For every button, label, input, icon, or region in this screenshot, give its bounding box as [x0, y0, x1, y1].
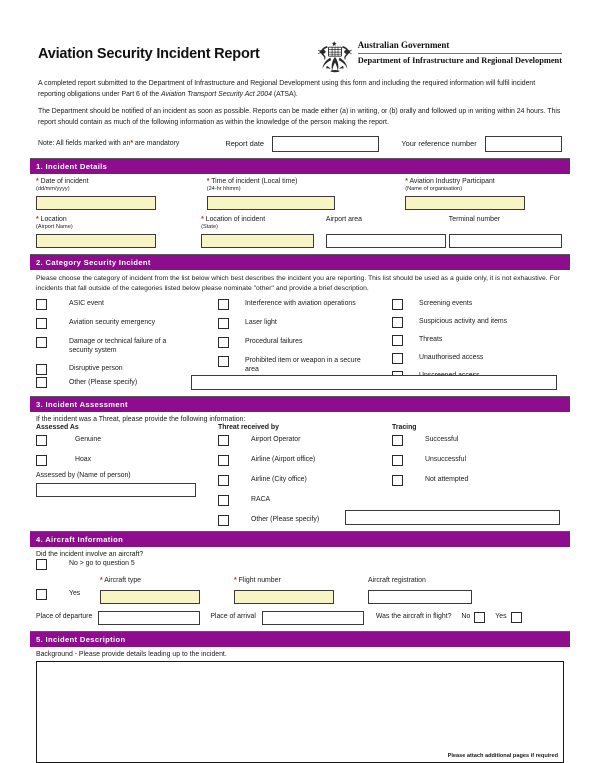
assessed-as-heading: Assessed As: [36, 423, 79, 431]
checkbox-label: Laser light: [245, 318, 277, 326]
category-helper-text: Please choose the category of incident from the list below which best describes the incident you are reporting. This list should be used as a guide only, it is not exhaustive. For incidents that fall outside of the categories listed below please nominate "other" and provide a brief description.: [36, 274, 560, 292]
checkbox-screening-events[interactable]: [392, 299, 403, 310]
report-date-input[interactable]: [272, 136, 379, 152]
checkbox-suspicious-activity-and-items[interactable]: [392, 317, 403, 328]
required-asterisk-icon: *: [234, 576, 237, 584]
checkbox-row[interactable]: [218, 475, 392, 486]
assessed-by-label: Assessed by (Name of person): [36, 471, 131, 479]
reference-number-label: Your reference number: [401, 139, 477, 149]
time-of-incident-input[interactable]: [207, 196, 335, 210]
checkbox-tracing-unsuccessful[interactable]: [392, 455, 403, 466]
checkbox-row[interactable]: [36, 455, 218, 466]
checkbox-label: Aviation security emergency: [69, 318, 156, 326]
reference-number-input[interactable]: [485, 136, 562, 152]
government-text: [358, 40, 562, 67]
checkbox-in-flight-yes[interactable]: [511, 612, 522, 623]
field-aircraft-registration: [368, 577, 488, 604]
in-flight-question: Was the aircraft in flight?: [375, 613, 452, 621]
section-3-header: 3. Incident Assessment: [30, 397, 570, 412]
checkbox-prohibited-item-or-weapon[interactable]: [218, 356, 229, 367]
location-input[interactable]: [36, 234, 156, 248]
assessment-helper-text: If the incident was a Threat, please provide the following information:: [36, 415, 246, 423]
checkbox-row[interactable]: [218, 435, 392, 446]
location-of-incident-hint: (State): [201, 224, 218, 231]
section-4-body: [30, 547, 570, 631]
section-3-body: [30, 412, 570, 531]
category-other-row[interactable]: [36, 375, 564, 390]
threat-other-input[interactable]: [345, 510, 560, 525]
field-date-of-incident: [36, 178, 207, 210]
place-of-departure-label: Place of departure: [36, 613, 93, 621]
asterisk-icon: *: [130, 140, 133, 148]
section-5-body: [30, 647, 570, 763]
required-asterisk-icon: *: [206, 177, 210, 185]
airport-area-input[interactable]: [326, 234, 446, 248]
assessed-by-input[interactable]: [36, 483, 196, 497]
intro-paragraphs: [30, 73, 570, 129]
checkbox-threats[interactable]: [392, 335, 403, 346]
field-flight-number: [234, 577, 368, 604]
section-2-body: [30, 270, 570, 396]
location-hint: (Airport Name): [36, 224, 73, 231]
required-asterisk-icon: *: [100, 576, 103, 584]
section-1-body: [30, 174, 570, 254]
checkbox-label: Suspicious activity and items: [419, 317, 508, 325]
intro-p1-part2: (ATSA).: [271, 90, 298, 98]
aircraft-type-input[interactable]: [100, 590, 200, 604]
field-airport-area: [326, 216, 449, 248]
australian-coat-of-arms-icon: [317, 40, 353, 73]
checkbox-label: Procedural failures: [245, 337, 303, 345]
checkbox-threat-received-other[interactable]: [218, 515, 229, 526]
checkbox-row[interactable]: [36, 318, 218, 329]
checkbox-aircraft-yes[interactable]: [36, 589, 47, 600]
checkbox-row[interactable]: [392, 455, 562, 466]
tracing-column: [392, 424, 562, 495]
checkbox-label: Genuine: [75, 435, 102, 443]
aircraft-route-row: [36, 611, 564, 625]
checkbox-label: Other (Please specify): [69, 378, 138, 386]
checkbox-label: Unauthorised access: [419, 353, 484, 361]
checkbox-row[interactable]: [218, 299, 392, 310]
threat-received-heading: Threat received by: [218, 423, 279, 431]
mandatory-note-suffix: are mandatory: [134, 140, 180, 148]
aircraft-yes-checkbox-row[interactable]: [36, 577, 100, 600]
document-header: [30, 28, 570, 73]
field-aircraft-type: [100, 577, 234, 604]
page-title: Aviation Security Incident Report: [38, 46, 260, 62]
checkbox-row[interactable]: [36, 337, 218, 356]
government-branding: [317, 38, 562, 73]
date-of-incident-input[interactable]: [36, 196, 156, 210]
checkbox-label: Airport Operator: [251, 435, 301, 443]
checkbox-label: Interference with aviation operations: [245, 299, 356, 307]
field-terminal-number: [449, 216, 564, 248]
in-flight-no-label: No: [461, 613, 471, 621]
required-asterisk-icon: *: [36, 215, 39, 223]
location-of-incident-label: Location of incident: [205, 215, 266, 223]
checkbox-row[interactable]: [218, 356, 392, 375]
category-column-1: [36, 299, 218, 383]
checkbox-aviation-security-emergency[interactable]: [36, 318, 47, 329]
location-label: Location: [40, 215, 67, 223]
aircraft-question: Did the incident involve an aircraft?: [36, 550, 144, 558]
aircraft-registration-input[interactable]: [368, 590, 472, 604]
checkbox-procedural-failures[interactable]: [218, 337, 229, 348]
checkbox-label: Other (Please specify): [251, 515, 320, 523]
checkbox-aircraft-no[interactable]: [36, 559, 47, 570]
place-of-arrival-input[interactable]: [262, 611, 364, 625]
checkbox-asic-event[interactable]: [36, 299, 47, 310]
location-of-incident-input[interactable]: [201, 234, 314, 248]
flight-number-input[interactable]: [234, 590, 334, 604]
note-row: [30, 136, 570, 158]
field-industry-participant: [405, 178, 564, 210]
checkbox-unauthorised-access[interactable]: [392, 353, 403, 364]
checkbox-label: Successful: [425, 435, 459, 443]
date-of-incident-label: Date of incident: [40, 177, 89, 185]
flight-number-label: Flight number: [238, 576, 281, 584]
checkbox-interference-with-aviation-operations[interactable]: [218, 299, 229, 310]
checkbox-other-category[interactable]: [36, 377, 47, 388]
checkbox-label: Prohibited item or weapon in a secure area: [245, 356, 361, 374]
industry-participant-input[interactable]: [405, 196, 525, 210]
tracing-heading: Tracing: [392, 423, 417, 431]
checkbox-label: Screening events: [419, 299, 473, 307]
checkbox-disruptive-person[interactable]: [36, 364, 47, 375]
form-sheet: [30, 28, 570, 763]
checkbox-damage-or-technical-failure[interactable]: [36, 337, 47, 348]
airport-area-label: Airport area: [325, 215, 362, 223]
checkbox-label: Airline (City office): [251, 475, 307, 483]
time-of-incident-label: Time of incident (Local time): [211, 177, 298, 185]
section-1-header: 1. Incident Details: [30, 159, 570, 174]
in-flight-yes-label: Yes: [495, 613, 507, 621]
assessed-as-column: [36, 424, 218, 497]
incident-details-row-1: [36, 178, 564, 210]
section-5-header: 5. Incident Description: [30, 632, 570, 647]
checkbox-airport-operator[interactable]: [218, 435, 229, 446]
intro-paragraph-1: [38, 79, 562, 100]
place-of-departure-input[interactable]: [98, 611, 200, 625]
checkbox-row[interactable]: [392, 435, 562, 446]
checkbox-row[interactable]: [218, 337, 392, 348]
incident-description-textarea[interactable]: [36, 661, 564, 763]
checkbox-row[interactable]: [392, 353, 562, 364]
industry-participant-hint: (Name of organisation): [405, 186, 463, 193]
terminal-number-input[interactable]: [449, 234, 562, 248]
incident-details-row-2: [36, 216, 564, 248]
checkbox-label: Hoax: [75, 455, 92, 463]
checkbox-raca[interactable]: [218, 495, 229, 506]
checkbox-row[interactable]: [36, 299, 218, 310]
checkbox-label: Yes: [69, 589, 81, 597]
mandatory-note: [38, 140, 179, 147]
intro-paragraph-2: The Department should be notified of an incident as soon as possible. Reports can be made either (a) in writing, or (b) orally and followed up in writing within 24 hours. This report should contain as much of the following information as within the knowledge of the person making the report.: [38, 108, 561, 127]
checkbox-tracing-successful[interactable]: [392, 435, 403, 446]
checkbox-row[interactable]: [392, 335, 562, 346]
checkbox-row[interactable]: [218, 318, 392, 329]
checkbox-label: ASIC event: [69, 299, 104, 307]
checkbox-row[interactable]: [392, 317, 562, 328]
report-date-label: Report date: [225, 139, 264, 149]
date-of-incident-hint: (dd/mm/yyyy): [36, 186, 70, 193]
required-asterisk-icon: *: [405, 177, 408, 185]
attach-pages-note: Please attach additional pages if required: [447, 753, 558, 760]
place-of-arrival-label: Place of arrival: [210, 613, 256, 621]
industry-participant-label: Aviation Industry Participant: [409, 177, 495, 185]
field-location: [36, 216, 201, 248]
checkbox-row[interactable]: [36, 364, 218, 375]
checkbox-label: No > go to question 5: [69, 559, 135, 567]
checkbox-hoax[interactable]: [36, 455, 47, 466]
aircraft-no-row[interactable]: [36, 559, 564, 570]
checkbox-airline-city-office[interactable]: [218, 475, 229, 486]
checkbox-row[interactable]: [392, 475, 562, 486]
checkbox-in-flight-no[interactable]: [474, 612, 485, 623]
time-of-incident-hint: (24-hr hhmm): [206, 186, 241, 193]
checkbox-label: Disruptive person: [69, 364, 123, 372]
required-asterisk-icon: *: [201, 215, 204, 223]
checkbox-laser-light[interactable]: [218, 318, 229, 329]
checkbox-tracing-not-attempted[interactable]: [392, 475, 403, 486]
aircraft-type-label: Aircraft type: [104, 576, 141, 584]
checkbox-label: Airline (Airport office): [251, 455, 316, 463]
act-name: Aviation Transport Security Act 2004: [160, 90, 272, 98]
aircraft-registration-label: Aircraft registration: [368, 576, 426, 584]
checkbox-label: RACA: [251, 495, 271, 503]
checkbox-row[interactable]: [218, 455, 392, 466]
intro-p1-part1: A completed report submitted to the Department of Infrastructure and Regional Development using this form and including the required information will fulfil incident reporting obligations under Part 6 of the: [38, 80, 536, 98]
required-asterisk-icon: *: [36, 177, 39, 185]
checkbox-row[interactable]: [392, 299, 562, 310]
department-name: Department of Infrastructure and Regional Development: [357, 56, 562, 66]
field-time-of-incident: [207, 178, 406, 210]
checkbox-label: Damage or technical failure of a security system: [69, 337, 167, 355]
terminal-number-label: Terminal number: [448, 215, 501, 223]
checkbox-label: Not attempted: [425, 475, 469, 483]
category-other-input[interactable]: [191, 375, 557, 390]
government-name: Australian Government: [358, 40, 562, 54]
aircraft-yes-row: [36, 577, 564, 604]
checkbox-genuine[interactable]: [36, 435, 47, 446]
checkbox-label: Unsuccessful: [425, 455, 466, 463]
checkbox-row[interactable]: [218, 495, 392, 506]
description-prompt: Background - Please provide details leading up to the incident.: [36, 650, 227, 658]
mandatory-note-prefix: Note: All fields marked with an: [38, 140, 131, 148]
checkbox-airline-airport-office[interactable]: [218, 455, 229, 466]
checkbox-label: Threats: [419, 335, 443, 343]
section-4-header: 4. Aircraft Information: [30, 532, 570, 547]
checkbox-row[interactable]: [36, 435, 218, 446]
section-2-header: 2. Category Security Incident: [30, 255, 570, 270]
category-column-2: [218, 299, 392, 383]
field-location-of-incident: [201, 216, 326, 248]
